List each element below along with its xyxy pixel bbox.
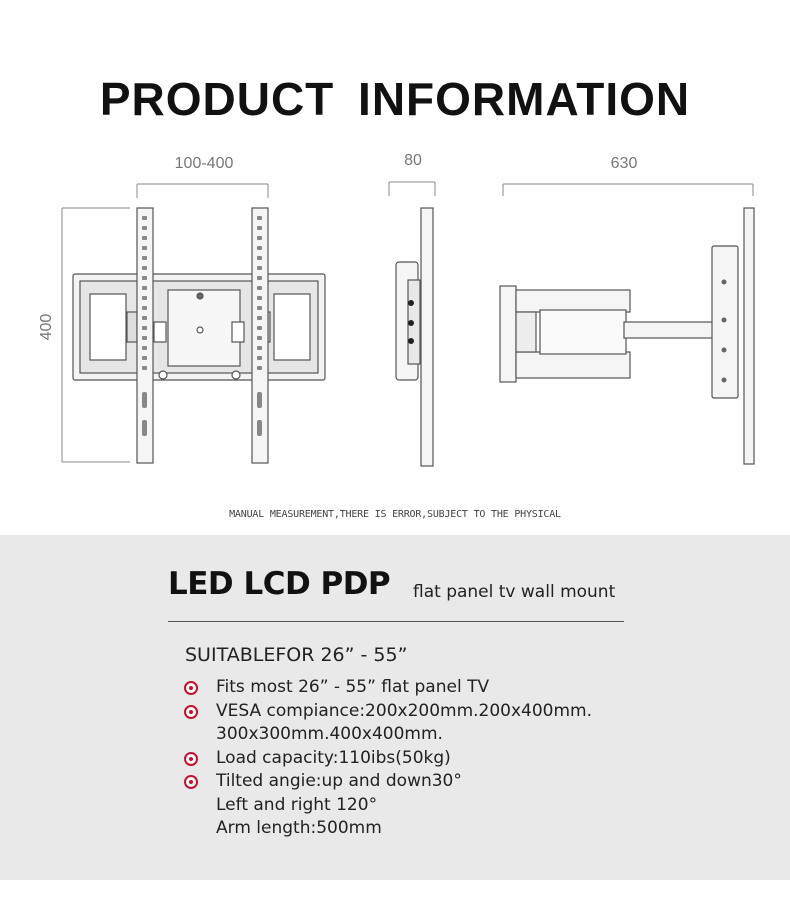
side-depth-label: 80 [404,152,422,169]
bullet-icon [184,752,198,766]
extended-view-drawing [500,208,754,464]
bullet-icon [184,681,198,695]
spec-text: VESA compiance:200x200mm.200x400mm. [216,700,593,721]
spec-list [184,676,644,841]
extended-depth-label: 630 [610,155,638,172]
spec-text: Load capacity:110ibs(50kg) [216,747,451,768]
spec-item [184,770,644,841]
front-height-label: 400 [38,313,55,341]
page-title: PRODUCT INFORMATION [99,73,691,125]
product-heading: LED LCD PDP [168,566,391,602]
measurement-note: MANUAL MEASUREMENT,THERE IS ERROR,SUBJECT TO THE PHYSICAL [229,509,561,520]
spec-item [184,676,644,700]
front-view-drawing [73,208,325,463]
suitable-size: SUITABLEFOR 26” - 55” [185,644,408,666]
spec-text: Left and right 120° [216,794,378,815]
spec-text: 300x300mm.400x400mm. [216,724,443,744]
side-view-drawing [396,208,433,466]
spec-item [184,747,644,771]
product-subheading: flat panel tv wall mount [413,582,616,602]
bullet-icon [184,705,198,719]
divider [168,621,624,622]
spec-text: Tilted angie:up and down30° [216,771,462,791]
spec-text: Arm length:500mm [216,818,382,838]
spec-text: Fits most 26” - 55” flat panel TV [216,677,490,697]
front-width-label: 100-400 [174,155,234,172]
spec-item [184,700,644,747]
bullet-icon [184,775,198,789]
